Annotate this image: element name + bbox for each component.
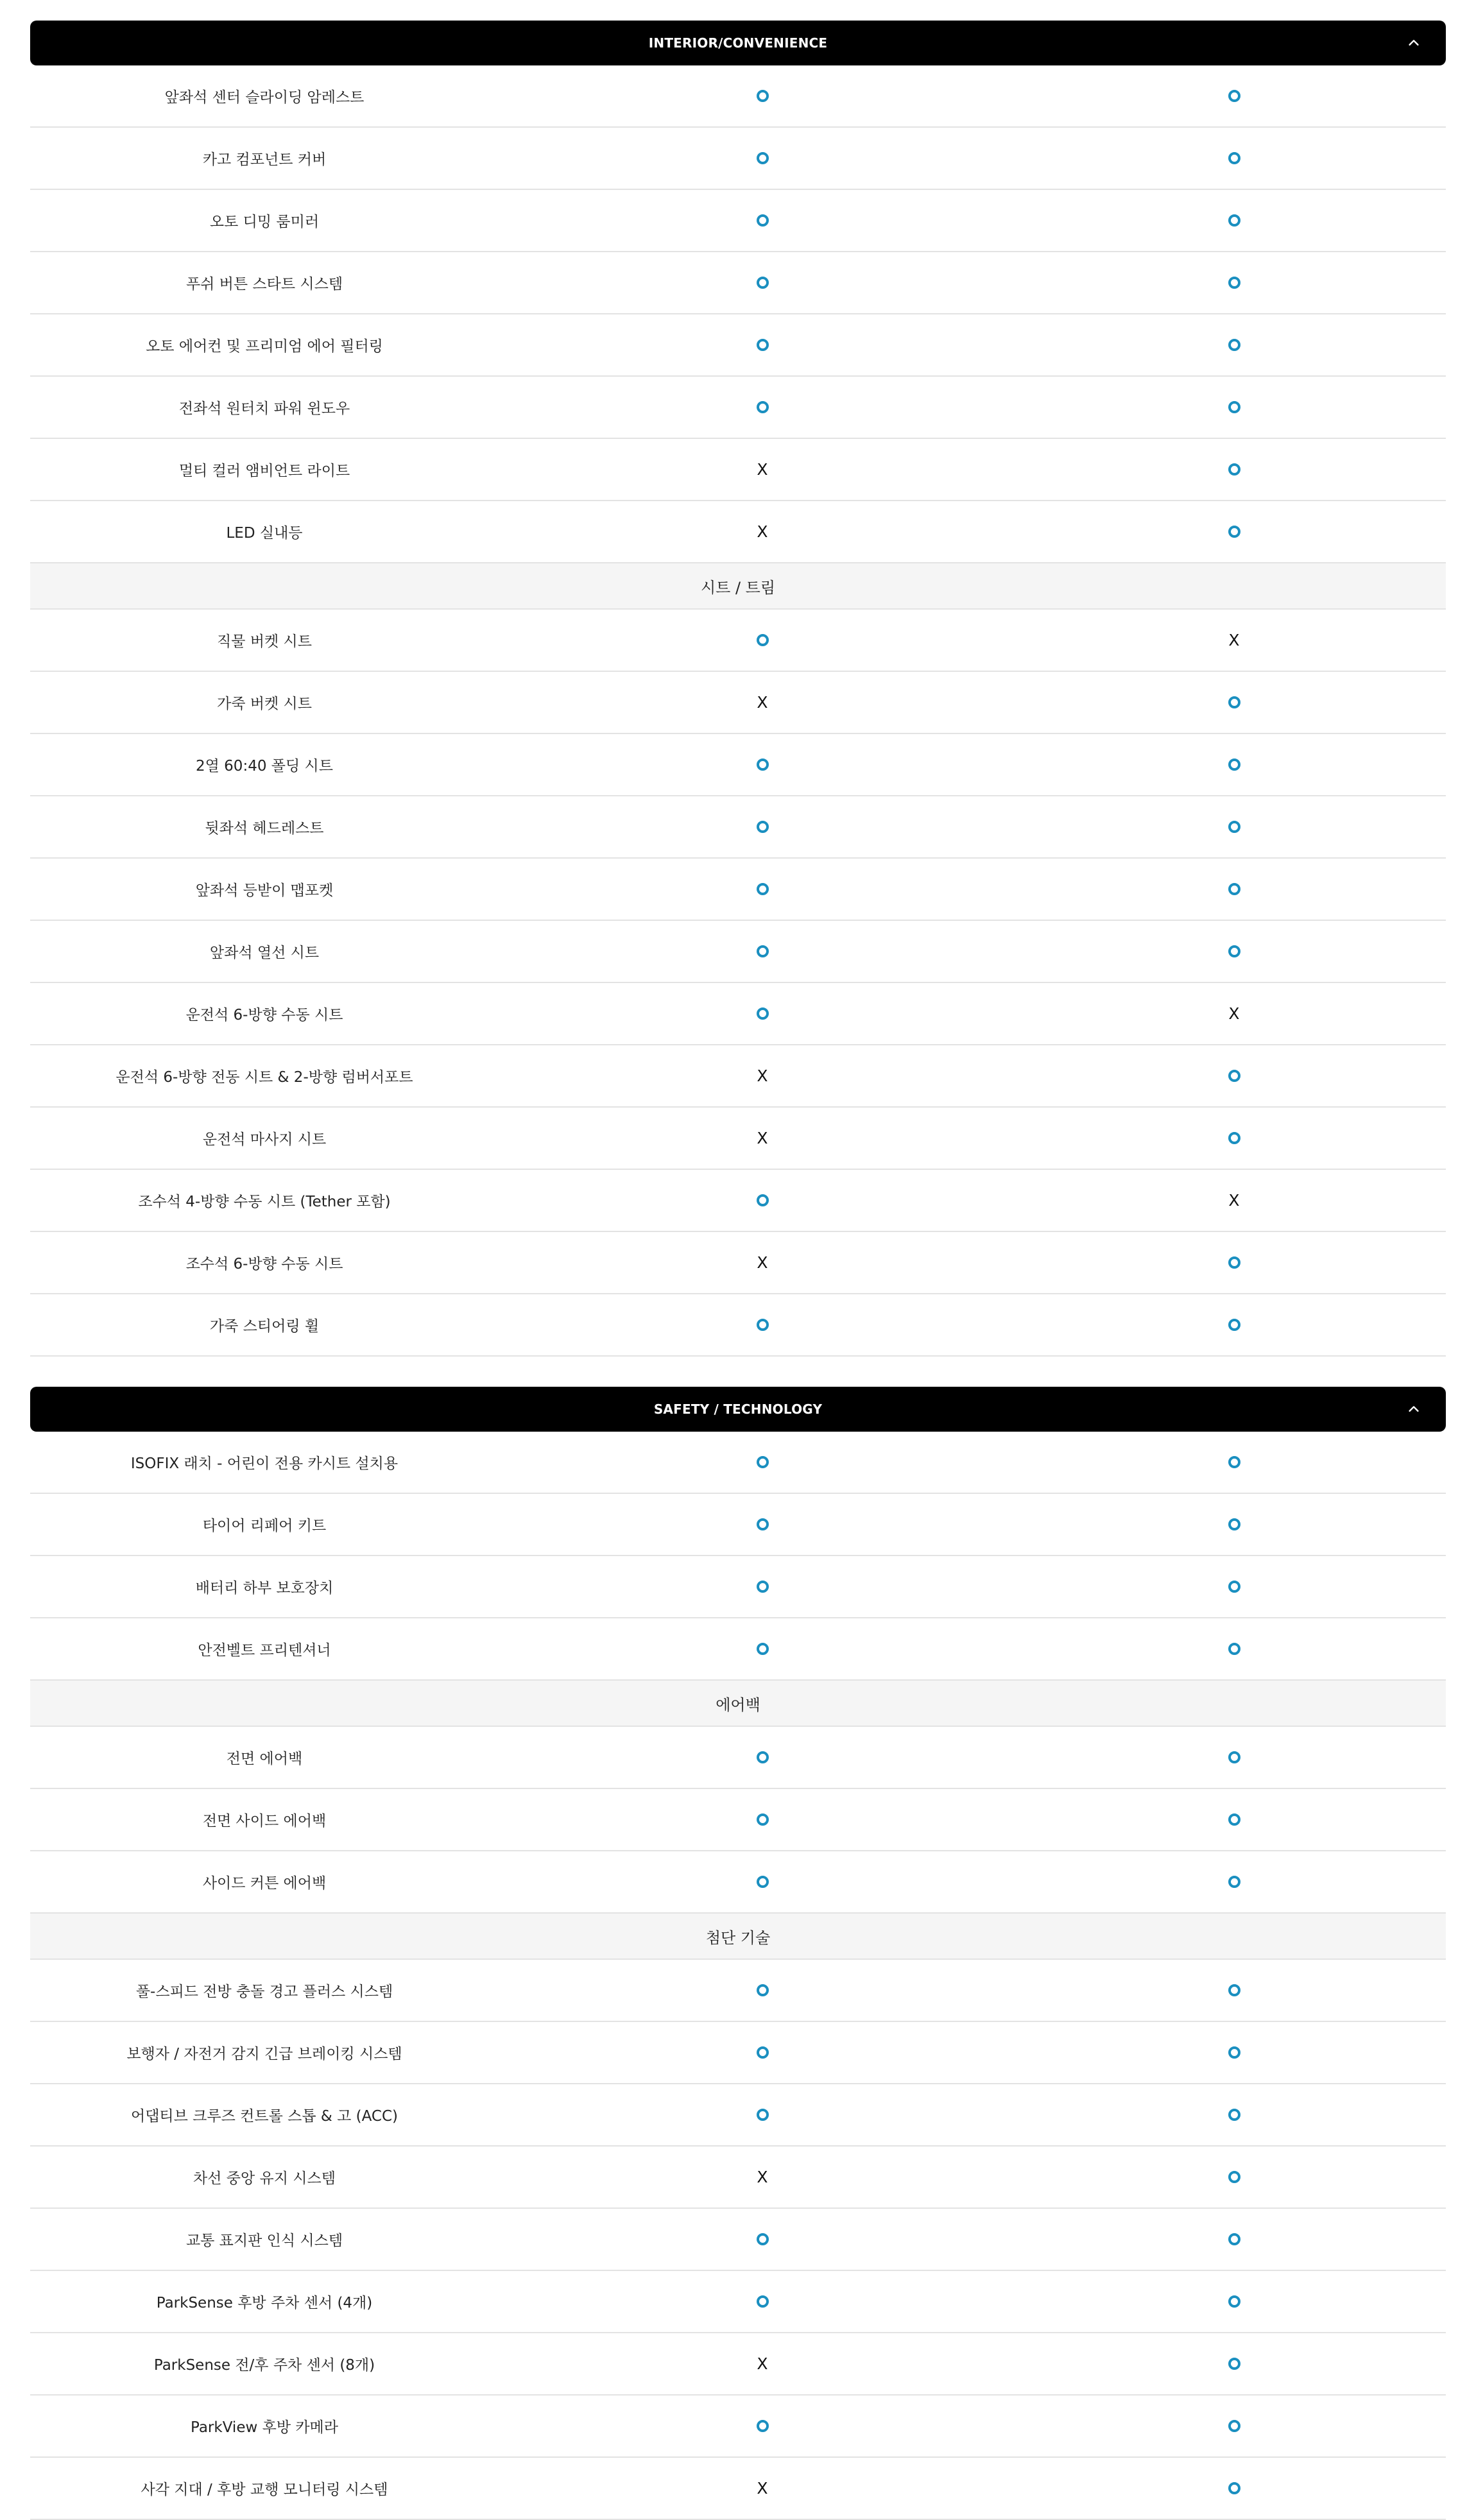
value-cell-col1 (737, 252, 788, 313)
unavailable-mark: X (757, 2479, 768, 2498)
value-cell-col2 (1208, 1851, 1260, 1912)
feature-label: 앞좌석 센터 슬라이딩 암레스트 (164, 89, 365, 106)
section-header[interactable] (30, 21, 1446, 65)
available-icon (1228, 1581, 1240, 1593)
available-icon (1228, 2171, 1240, 2183)
available-icon (1228, 2046, 1240, 2059)
feature-label: ParkView 후방 카메라 (191, 2419, 338, 2436)
table-row (30, 501, 1446, 563)
feature-label: 오토 디밍 룸미러 (209, 214, 320, 230)
value-cell-col2 (1208, 2396, 1260, 2456)
available-icon (757, 1007, 769, 1020)
value-cell-col1 (737, 2022, 788, 2083)
value-cell-col2 (1208, 1045, 1260, 1106)
unavailable-mark: X (757, 460, 768, 479)
feature-label: 전좌석 원터치 파워 윈도우 (178, 400, 350, 417)
chevron-up-icon[interactable] (1401, 21, 1427, 65)
table-row (30, 2084, 1446, 2147)
table-row (30, 921, 1446, 983)
value-cell-col2 (1208, 501, 1260, 562)
value-cell-col1 (737, 128, 788, 189)
available-icon (1228, 883, 1240, 895)
value-cell-col1 (737, 983, 788, 1044)
available-icon (757, 214, 769, 227)
feature-label: 차선 중앙 유지 시스템 (193, 2170, 336, 2187)
value-cell-col2 (1208, 672, 1260, 733)
feature-label: ParkSense 전/후 주차 센서 (8개) (153, 2357, 375, 2374)
group-subheader: 시트 / 트림 (30, 563, 1446, 610)
unavailable-mark: X (757, 1067, 768, 1085)
section-header[interactable] (30, 1387, 1446, 1432)
value-cell-col1 (737, 1789, 788, 1850)
available-icon (757, 1456, 769, 1468)
table-row (30, 672, 1446, 734)
value-cell-col2 (1208, 2084, 1260, 2145)
available-icon (1228, 401, 1240, 413)
value-cell-col1 (737, 1494, 788, 1555)
value-cell-col2 (1208, 1556, 1260, 1617)
available-icon (1228, 463, 1240, 476)
feature-label: 오토 에어컨 및 프리미엄 에어 필터링 (146, 338, 383, 355)
value-cell-col2 (1208, 2147, 1260, 2207)
section-title: INTERIOR/CONVENIENCE (648, 35, 828, 51)
available-icon (757, 277, 769, 289)
available-icon (757, 2233, 769, 2245)
feature-label: 카고 컴포넌트 커버 (202, 151, 327, 168)
table-row (30, 128, 1446, 190)
table-row (30, 314, 1446, 377)
available-icon (1228, 1456, 1240, 1468)
value-cell-col2 (1208, 921, 1260, 982)
value-cell-col1 (737, 1170, 788, 1231)
available-icon (1228, 1643, 1240, 1655)
feature-label: LED 실내등 (226, 525, 303, 542)
available-icon (1228, 1984, 1240, 1996)
available-icon (757, 1194, 769, 1206)
table-row (30, 1170, 1446, 1232)
spec-section (30, 1387, 1446, 2520)
available-icon (1228, 214, 1240, 227)
value-cell-col2 (1208, 377, 1260, 438)
section-spacer (30, 1357, 1446, 1387)
available-icon (1228, 90, 1240, 102)
unavailable-mark: X (757, 693, 768, 712)
available-icon (757, 945, 769, 957)
feature-label: 2열 60:40 폴딩 시트 (196, 758, 333, 775)
table-row (30, 190, 1446, 252)
available-icon (757, 2420, 769, 2432)
feature-label: 전면 사이드 에어백 (202, 1813, 327, 1830)
available-icon (1228, 1256, 1240, 1269)
available-icon (1228, 1132, 1240, 1144)
feature-label: 조수석 6-방향 수동 시트 (185, 1256, 343, 1273)
value-cell-col1 (737, 501, 788, 562)
table-row (30, 252, 1446, 314)
available-icon (757, 1319, 769, 1331)
value-cell-col2 (1208, 2333, 1260, 2394)
available-icon (757, 634, 769, 646)
value-cell-col1 (737, 1045, 788, 1106)
feature-label: 운전석 6-방향 수동 시트 (185, 1007, 343, 1024)
value-cell-col1 (737, 1432, 788, 1493)
table-row (30, 2022, 1446, 2084)
available-icon (1228, 1876, 1240, 1888)
value-cell-col1 (737, 1232, 788, 1293)
value-cell-col1 (737, 796, 788, 857)
feature-label: 운전석 6-방향 전동 시트 & 2-방향 럼버서포트 (116, 1069, 413, 1086)
value-cell-col2 (1208, 314, 1260, 375)
value-cell-col2 (1208, 128, 1260, 189)
value-cell-col2 (1208, 65, 1260, 126)
available-icon (757, 401, 769, 413)
value-cell-col1 (737, 859, 788, 920)
unavailable-mark: X (757, 522, 768, 541)
available-icon (1228, 2109, 1240, 2121)
feature-label: 전면 에어백 (226, 1751, 303, 1767)
available-icon (1228, 945, 1240, 957)
feature-label: 사이드 커튼 에어백 (202, 1875, 327, 1892)
available-icon (1228, 2358, 1240, 2370)
available-icon (757, 1581, 769, 1593)
feature-label: 운전석 마사지 시트 (202, 1131, 327, 1148)
feature-label: 푸쉬 버튼 스타트 시스템 (185, 276, 343, 293)
available-icon (757, 821, 769, 833)
available-icon (1228, 1319, 1240, 1331)
table-row (30, 1294, 1446, 1357)
value-cell-col1 (737, 2084, 788, 2145)
value-cell-col2 (1208, 2022, 1260, 2083)
value-cell-col2 (1208, 1294, 1260, 1355)
value-cell-col2 (1208, 734, 1260, 795)
available-icon (757, 2046, 769, 2059)
feature-label: ISOFIX 래치 - 어린이 전용 카시트 설치용 (130, 1455, 399, 1472)
value-cell-col1 (737, 1960, 788, 2021)
table-row (30, 65, 1446, 128)
table-row (30, 983, 1446, 1045)
table-row (30, 610, 1446, 672)
value-cell-col1 (737, 1108, 788, 1169)
available-icon (1228, 2420, 1240, 2432)
available-icon (757, 2109, 769, 2121)
value-cell-col1 (737, 1618, 788, 1679)
value-cell-col2 (1208, 1789, 1260, 1850)
table-row (30, 2147, 1446, 2209)
value-cell-col1 (737, 921, 788, 982)
available-icon (757, 1984, 769, 1996)
value-cell-col2 (1208, 1108, 1260, 1169)
table-row (30, 1789, 1446, 1851)
unavailable-mark: X (757, 2168, 768, 2186)
table-row (30, 377, 1446, 439)
unavailable-mark: X (757, 1129, 768, 1147)
feature-label: 배터리 하부 보호장치 (195, 1580, 334, 1597)
available-icon (757, 1751, 769, 1763)
value-cell-col1 (737, 610, 788, 671)
table-row (30, 1432, 1446, 1494)
value-cell-col2 (1208, 439, 1260, 500)
available-icon (1228, 696, 1240, 708)
value-cell-col1 (737, 1294, 788, 1355)
group-subheader: 에어백 (30, 1681, 1446, 1727)
group-subheader: 첨단 기술 (30, 1914, 1446, 1960)
value-cell-col1 (737, 1727, 788, 1788)
table-row (30, 1960, 1446, 2022)
available-icon (1228, 821, 1240, 833)
value-cell-col2 (1208, 1618, 1260, 1679)
feature-label: 멀티 컬러 앰비언트 라이트 (178, 463, 350, 479)
available-icon (1228, 152, 1240, 164)
available-icon (757, 1518, 769, 1530)
feature-label: 타이어 리페어 키트 (202, 1518, 327, 1534)
table-row (30, 2271, 1446, 2333)
spec-comparison-table (30, 21, 1446, 2520)
value-cell-col2 (1208, 252, 1260, 313)
section-title: SAFETY / TECHNOLOGY (653, 1401, 823, 1417)
available-icon (757, 759, 769, 771)
value-cell-col2 (1208, 859, 1260, 920)
chevron-up-icon[interactable] (1401, 1387, 1427, 1432)
available-icon (757, 152, 769, 164)
value-cell-col2 (1208, 1960, 1260, 2021)
available-icon (1228, 339, 1240, 351)
feature-label: 앞좌석 등받이 맵포켓 (195, 882, 334, 899)
value-cell-col1 (737, 2333, 788, 2394)
unavailable-mark: X (757, 2354, 768, 2373)
value-cell-col1 (737, 377, 788, 438)
value-cell-col2 (1208, 610, 1260, 671)
value-cell-col1 (737, 1556, 788, 1617)
value-cell-col2 (1208, 2209, 1260, 2270)
value-cell-col2 (1208, 2271, 1260, 2332)
feature-label: 가죽 버켓 시트 (217, 696, 312, 712)
available-icon (1228, 759, 1240, 771)
table-row (30, 2209, 1446, 2271)
value-cell-col2 (1208, 1494, 1260, 1555)
value-cell-col2 (1208, 983, 1260, 1044)
unavailable-mark: X (1228, 631, 1240, 649)
feature-label: 보행자 / 자전거 감지 긴급 브레이킹 시스템 (126, 2046, 402, 2062)
value-cell-col1 (737, 2209, 788, 2270)
available-icon (1228, 1813, 1240, 1826)
table-row (30, 1727, 1446, 1789)
feature-label: 앞좌석 열선 시트 (209, 945, 320, 961)
table-row (30, 1232, 1446, 1294)
value-cell-col2 (1208, 1432, 1260, 1493)
available-icon (1228, 1070, 1240, 1082)
available-icon (1228, 2233, 1240, 2245)
value-cell-col2 (1208, 1232, 1260, 1293)
feature-label: 풀-스피드 전방 충돌 경고 플러스 시스템 (135, 1984, 393, 2000)
available-icon (757, 883, 769, 895)
available-icon (757, 339, 769, 351)
available-icon (1228, 1751, 1240, 1763)
value-cell-col1 (737, 1851, 788, 1912)
value-cell-col1 (737, 2147, 788, 2207)
feature-label: 교통 표지판 인식 시스템 (185, 2233, 343, 2249)
value-cell-col1 (737, 65, 788, 126)
available-icon (757, 90, 769, 102)
table-row (30, 1618, 1446, 1681)
available-icon (1228, 526, 1240, 538)
unavailable-mark: X (757, 1253, 768, 1272)
available-icon (757, 1643, 769, 1655)
available-icon (757, 1813, 769, 1826)
value-cell-col2 (1208, 190, 1260, 251)
value-cell-col2 (1208, 1727, 1260, 1788)
feature-label: 직물 버켓 시트 (217, 633, 312, 650)
feature-label: 뒷좌석 헤드레스트 (205, 820, 324, 837)
value-cell-col1 (737, 2271, 788, 2332)
table-row (30, 859, 1446, 921)
table-row (30, 439, 1446, 501)
table-row (30, 734, 1446, 796)
value-cell-col1 (737, 439, 788, 500)
unavailable-mark: X (1228, 1191, 1240, 1210)
table-row (30, 796, 1446, 859)
feature-label: ParkSense 후방 주차 센서 (4개) (156, 2295, 373, 2311)
feature-label: 어댑티브 크루즈 컨트롤 스톱 & 고 (ACC) (130, 2108, 399, 2125)
unavailable-mark: X (1228, 1004, 1240, 1023)
available-icon (757, 1876, 769, 1888)
value-cell-col1 (737, 314, 788, 375)
value-cell-col1 (737, 734, 788, 795)
value-cell-col1 (737, 2396, 788, 2456)
table-row (30, 2458, 1446, 2520)
available-icon (757, 2295, 769, 2308)
value-cell-col1 (737, 190, 788, 251)
spec-section (30, 21, 1446, 1357)
available-icon (1228, 2295, 1240, 2308)
table-row (30, 1556, 1446, 1618)
value-cell-col1 (737, 672, 788, 733)
feature-label: 안전벨트 프리텐셔너 (198, 1642, 331, 1659)
value-cell-col2 (1208, 1170, 1260, 1231)
available-icon (1228, 2482, 1240, 2494)
table-row (30, 1851, 1446, 1914)
value-cell-col2 (1208, 796, 1260, 857)
feature-label: 조수석 4-방향 수동 시트 (Tether 포함) (138, 1194, 391, 1210)
available-icon (1228, 277, 1240, 289)
table-row (30, 2333, 1446, 2396)
feature-label: 가죽 스티어링 휠 (209, 1318, 320, 1335)
feature-label: 사각 지대 / 후방 교행 모니터링 시스템 (141, 2481, 388, 2498)
table-row (30, 1108, 1446, 1170)
table-row (30, 1494, 1446, 1556)
available-icon (1228, 1518, 1240, 1530)
table-row (30, 2396, 1446, 2458)
table-row (30, 1045, 1446, 1108)
